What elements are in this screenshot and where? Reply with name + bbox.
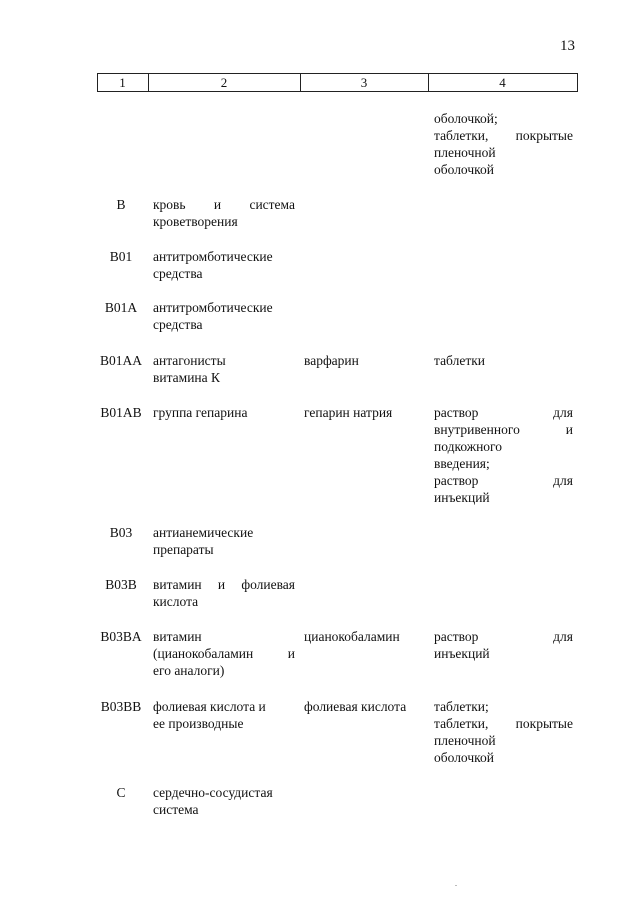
table-row-group: [153, 404, 295, 421]
table-row-group: [153, 352, 295, 386]
inn-line: фолиевая кислота: [304, 699, 407, 714]
form-line: оболочкой;: [434, 111, 498, 126]
group-line: средства: [153, 266, 203, 281]
group-line: антитромботические: [153, 249, 273, 264]
word: и: [287, 646, 295, 661]
group-line: антагонисты: [153, 353, 226, 368]
word: и: [565, 422, 573, 437]
group-line: [153, 576, 295, 593]
group-line: препараты: [153, 542, 214, 557]
table-row-code: B03BB: [100, 699, 142, 714]
group-line: антианемические: [153, 525, 254, 540]
word: для: [553, 473, 573, 488]
table-row-group: [153, 576, 295, 610]
word: покрытые: [515, 716, 573, 731]
column-header-code: 1: [119, 75, 126, 90]
table-row-group: [153, 524, 295, 558]
inn-line: гепарин натрия: [304, 405, 393, 420]
group-line: витамин: [153, 629, 202, 644]
table-row-code: B01AB: [100, 405, 142, 420]
table-row-group: [153, 698, 295, 732]
form-line: [434, 127, 573, 144]
word: внутривенного: [434, 422, 520, 437]
table-row-form: [434, 628, 573, 662]
word: кровь: [153, 197, 186, 212]
form-line: [434, 628, 573, 645]
form-line: оболочкой: [434, 162, 494, 177]
word: раствор: [434, 473, 479, 488]
table-row-group: [153, 196, 295, 230]
word: для: [553, 629, 573, 644]
form-line: таблетки: [434, 353, 486, 368]
group-line: кислота: [153, 594, 199, 609]
table-row-inn: [304, 352, 426, 369]
form-line: инъекций: [434, 490, 490, 505]
group-line: средства: [153, 317, 203, 332]
word: раствор: [434, 405, 479, 420]
word: таблетки,: [434, 716, 489, 731]
group-line: ее производные: [153, 716, 244, 731]
group-line: антитромботические: [153, 300, 273, 315]
inn-line: варфарин: [304, 353, 359, 368]
group-line: группа гепарина: [153, 405, 248, 420]
word: фолиевая: [241, 577, 295, 592]
group-line: система: [153, 802, 199, 817]
table-row-code: B03BA: [100, 629, 142, 644]
word: для: [553, 405, 573, 420]
word: покрытые: [515, 128, 573, 143]
group-line: фолиевая кислота и: [153, 699, 266, 714]
word: и: [213, 197, 222, 212]
form-line: подкожного: [434, 439, 502, 454]
column-header-group: 2: [220, 75, 228, 90]
header-bottom-rule: [97, 91, 577, 92]
form-line: инъекций: [434, 646, 490, 661]
word: система: [249, 197, 295, 212]
form-line: [434, 404, 573, 421]
table-row-code: B03B: [105, 577, 137, 592]
word: таблетки,: [434, 128, 489, 143]
column-header-form: 4: [499, 75, 506, 90]
table-row-form: [434, 404, 573, 506]
table-row-code: B: [116, 197, 126, 212]
table-row-code: B03: [109, 525, 133, 540]
form-line: оболочкой: [434, 750, 494, 765]
form-line: [434, 472, 573, 489]
page-number: 13: [560, 38, 575, 54]
form-line: пленочной: [434, 145, 496, 160]
table-row-inn: [304, 404, 426, 421]
header-top-rule: [97, 73, 577, 74]
table-row-form: [434, 352, 573, 369]
table-row-code: B01: [109, 249, 133, 264]
table-row-form: [434, 698, 573, 766]
form-line: введения;: [434, 456, 490, 471]
table-row-group: [153, 784, 295, 818]
table-row-code: C: [116, 785, 126, 800]
column-header-inn: 3: [360, 75, 368, 90]
group-line: [153, 196, 295, 213]
table-row-code: B01A: [104, 300, 138, 315]
form-line: пленочной: [434, 733, 496, 748]
form-line: [434, 421, 573, 438]
group-line: [153, 645, 295, 662]
table-row-group: [153, 299, 295, 333]
table-row-inn: [304, 628, 426, 645]
scan-speck: [455, 885, 457, 886]
table-row-group: [153, 628, 295, 679]
inn-line: цианокобаламин: [304, 629, 400, 644]
word: (цианокобаламин: [153, 646, 254, 661]
table-row-group: [153, 248, 295, 282]
form-line: [434, 715, 573, 732]
carryover-form-cell: [434, 110, 573, 178]
table-row-code: B01AA: [99, 353, 142, 368]
form-line: таблетки;: [434, 699, 489, 714]
word: витамин: [153, 577, 202, 592]
word: и: [217, 577, 226, 592]
group-line: витамина К: [153, 370, 221, 385]
table-row-inn: [304, 698, 426, 715]
group-line: кроветворения: [153, 214, 238, 229]
group-line: сердечно-сосудистая: [153, 785, 273, 800]
word: раствор: [434, 629, 479, 644]
group-line: его аналоги): [153, 663, 225, 678]
header-divider: [577, 73, 578, 92]
